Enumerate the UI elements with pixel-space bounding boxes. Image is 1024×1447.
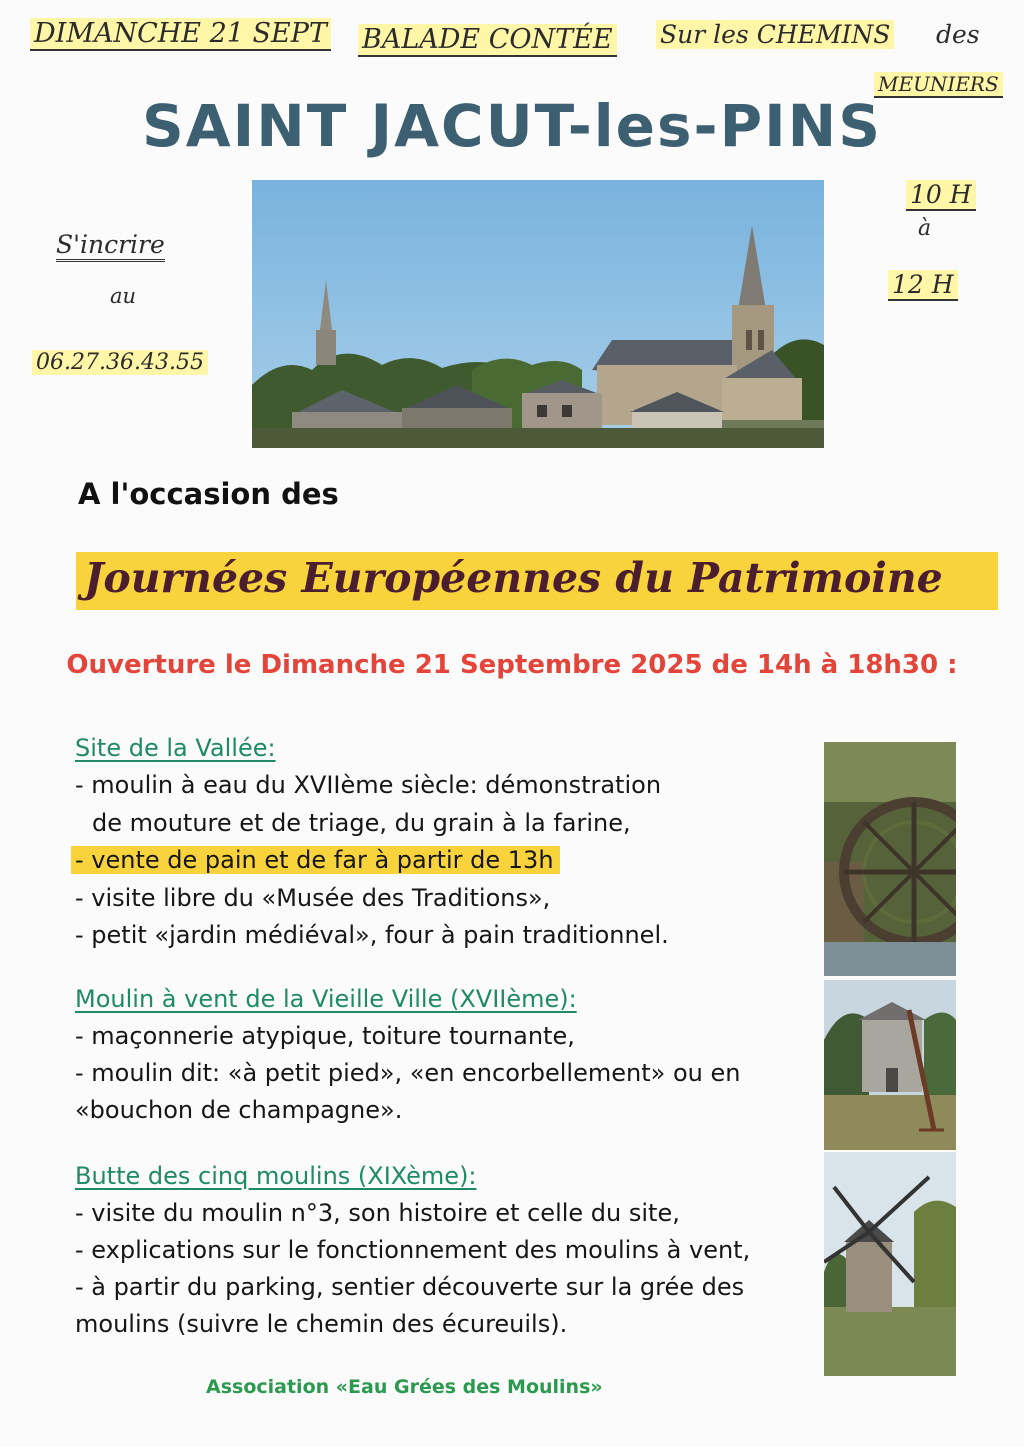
handwritten-time-start: 10 H [906,180,976,209]
section-line: - moulin à eau du XVIIème siècle: démonstration [75,771,662,799]
handwritten-register-au: au [110,284,137,308]
section-line: - moulin dit: «à petit pied», «en encorbellement» ou en [75,1059,741,1087]
handwritten-phone: 06.27.36.43.55 [32,350,208,375]
town-title: SAINT JACUT-les-PINS [142,92,882,160]
opening-hours: Ouverture le Dimanche 21 Septembre 2025 de 14h à 18h30 : [66,650,958,680]
section-line: - à partir du parking, sentier découverte sur la grée des [75,1273,745,1301]
handwritten-register: S'incrire [56,230,165,259]
handwritten-date: DIMANCHE 21 SEPT [30,18,331,49]
watermill-photo [824,742,956,976]
section-line: moulins (suivre le chemin des écureuils). [75,1310,568,1338]
five-windmills-photo [824,1152,956,1376]
handwritten-time-a: à [918,216,932,241]
handwritten-route-end: MEUNIERS [874,72,1003,96]
section-line: - petit «jardin médiéval», four à pain traditionnel. [75,921,669,949]
section-title-butte: Butte des cinq moulins (XIXème): [75,1162,477,1190]
association-name: Association «Eau Grées des Moulins» [206,1376,603,1398]
intro-text: A l'occasion des [78,477,339,511]
section-line: - explications sur le fonctionnement des moulins à vent, [75,1236,751,1264]
section-line-highlighted: - vente de pain et de far à partir de 13h [75,846,560,874]
old-town-windmill-photo [824,980,956,1150]
section-line: «bouchon de champagne». [75,1096,403,1124]
section-line: de mouture et de triage, du grain à la farine, [92,809,631,837]
section-title-moulin-vent: Moulin à vent de la Vieille Ville (XVIIème): [75,985,577,1013]
banner-title: Journées Européennes du Patrimoine [84,554,943,602]
section-title-vallee: Site de la Vallée: [75,734,276,762]
village-photo [252,180,824,448]
handwritten-route-des: des [936,20,980,49]
handwritten-route-start: Sur les CHEMINS [656,20,894,49]
handwritten-time-end: 12 H [888,270,958,299]
section-line: - visite libre du «Musée des Traditions», [75,884,551,912]
handwritten-event: BALADE CONTÉE [358,24,617,55]
section-line: - maçonnerie atypique, toiture tournante, [75,1022,575,1050]
section-line: - visite du moulin n°3, son histoire et celle du site, [75,1199,680,1227]
